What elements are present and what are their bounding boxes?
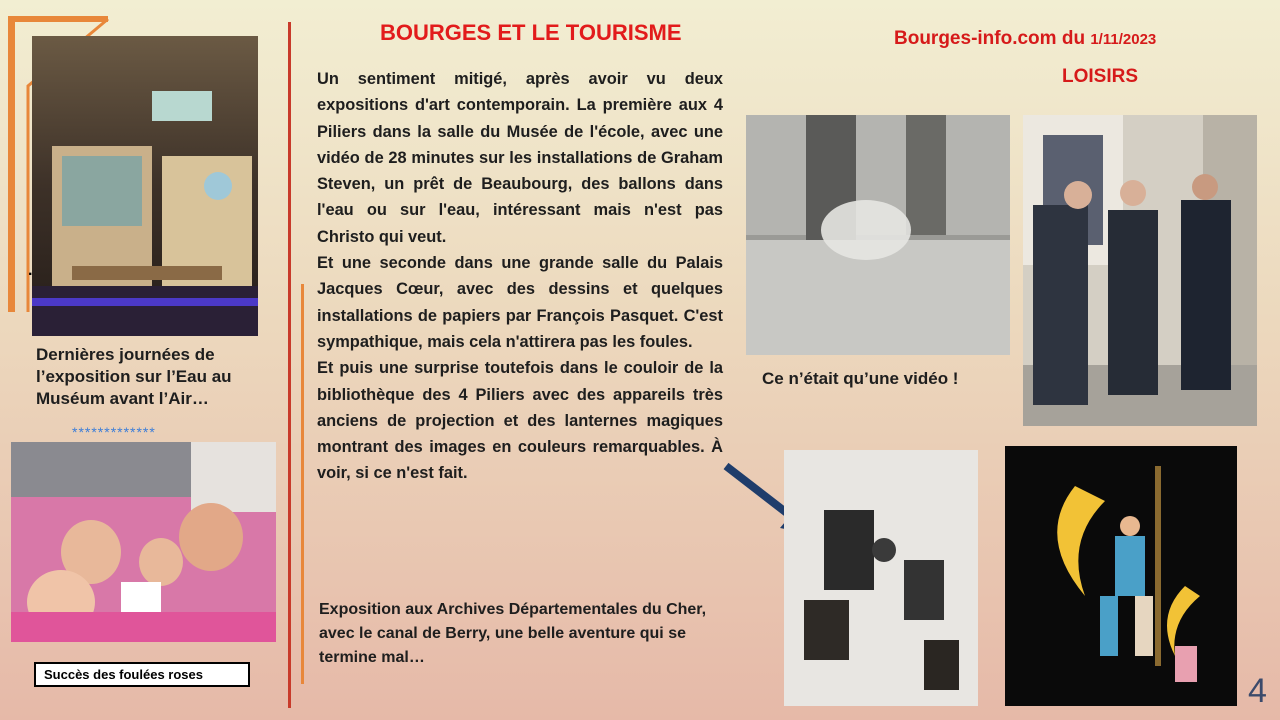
pink-runners-label: Succès des foulées roses <box>34 662 250 687</box>
archives-text: Exposition aux Archives Départementales du Cher, avec le canal de Berry, une belle aventure qui se termine mal… <box>319 601 707 666</box>
magic-lantern-moon-image <box>1005 446 1237 706</box>
divider-line-red <box>288 22 291 708</box>
page-title: BOURGES ET LE TOURISME <box>380 20 682 45</box>
article-paragraph-2: Et une seconde dans une grande salle du Palais Jacques Cœur, avec des dessins et quelques installations de papiers par François Pasquet. C'est sympathique, mais cela n'attirera pas les foules. <box>317 254 723 351</box>
section-label: LOISIRS <box>1062 66 1139 87</box>
divider-line-orange <box>301 284 304 684</box>
pink-runners-photo <box>11 442 276 642</box>
site-header <box>894 28 1156 50</box>
article-body <box>317 66 723 487</box>
publication-date: 1/11/2023 <box>1090 31 1157 48</box>
museum-exhibition-photo <box>32 36 258 336</box>
stray-dot: . <box>28 262 33 279</box>
article-paragraph-1: Un sentiment mitigé, après avoir vu deux expositions d'art contemporain. La première aux 4 Piliers dans la salle du Musée de l'école, avec une vidéo de 28 minutes sur les installations de Graham Steven, un prêt de Beaubourg, des ballons dans l'eau ou sur l'eau, intéressant mais n'est pas Christo qui veut. <box>317 70 723 246</box>
article-paragraph-3: Et puis une surprise toutefois dans le couloir de la bibliothèque des 4 Piliers avec des appareils très anciens de projection et des lanternes magiques montrant des images en couleurs remarquables. À voir, si ce n'est fait. <box>317 359 723 483</box>
museum-caption: Dernières journées de l’exposition sur l’Eau au Muséum avant l’Air… <box>36 345 232 408</box>
page-number: 4 <box>1248 672 1267 710</box>
site-name: Bourges-info.com du <box>894 28 1086 49</box>
video-caption: Ce n’était qu’une vidéo ! <box>762 369 959 388</box>
video-still-photo <box>746 115 1010 355</box>
magic-lanterns-photo <box>784 450 978 706</box>
officials-photo <box>1023 115 1257 426</box>
stars-separator: ************* <box>72 424 156 440</box>
